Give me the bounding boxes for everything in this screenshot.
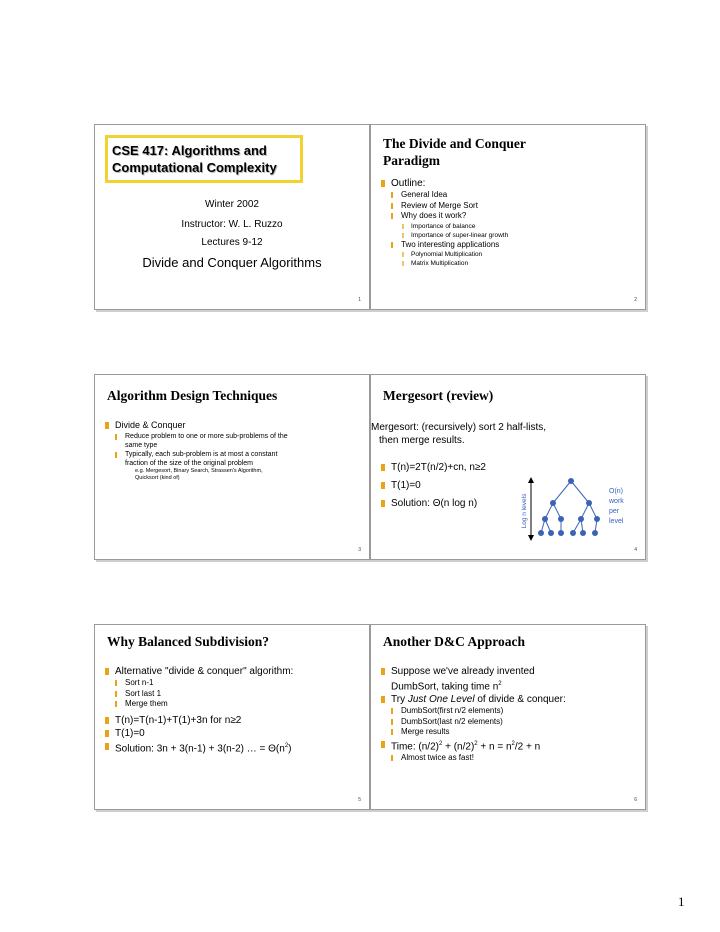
list-item: T(1)=0 [381, 479, 486, 492]
instructor: Instructor: W. L. Ruzzo [181, 219, 283, 230]
list-item [381, 693, 566, 706]
work-label-work: work [609, 498, 624, 505]
description-line2: then merge results. [379, 435, 465, 446]
slide-title-line2: Paradigm [383, 153, 440, 168]
work-label-on: O(n) [609, 488, 623, 495]
slide-number: 3 [358, 547, 361, 553]
technique-list [105, 419, 288, 482]
analysis-list [381, 461, 486, 510]
slide-title: Mergesort (review) [383, 388, 494, 403]
slide-5 [94, 624, 370, 810]
work-label [608, 488, 624, 525]
list-item-continuation: same type [125, 442, 158, 449]
list-item: General Idea [381, 190, 508, 201]
list-item: Review of Merge Sort [381, 201, 508, 212]
try-post: of divide & conquer: [474, 694, 566, 706]
slide-number: 4 [634, 547, 637, 553]
exponent: 2 [511, 740, 515, 747]
approach-list [381, 665, 566, 764]
tree-edges [541, 481, 597, 533]
exponent: 2 [474, 740, 478, 747]
slide-3 [94, 374, 370, 560]
course-title-line2: Computational Complexity [112, 160, 277, 175]
list-item: T(n)=2T(n/2)+cn, n≥2 [381, 461, 486, 474]
exponent: 2 [284, 742, 289, 749]
lectures: Lectures 9-12 [201, 237, 263, 248]
work-label-level: level [609, 518, 624, 525]
page-number: 1 [678, 894, 685, 909]
list-item: Why does it work? [381, 211, 508, 222]
course-title-line1: CSE 417: Algorithms and [112, 143, 267, 158]
solution-close: ) [288, 742, 292, 754]
list-item: T(n)=T(n-1)+T(1)+3n for n≥2 [105, 714, 293, 727]
list-item: Polynomial Multiplication [381, 250, 508, 259]
arrow-up-icon [528, 477, 534, 483]
example-line: e.g. Mergesort, Binary Search, Strassen's Algorithm, [135, 468, 263, 474]
slide-title-line1: The Divide and Conquer [383, 136, 526, 151]
slide-number: 5 [358, 797, 361, 803]
slide-title: Algorithm Design Techniques [107, 388, 278, 403]
course-title-box [105, 135, 303, 183]
slide-4 [370, 374, 646, 560]
slide-number: 6 [634, 797, 637, 803]
outline-list [381, 177, 508, 268]
list-item-continuation: fraction of the size of the original problem [125, 460, 254, 467]
term: Winter 2002 [205, 199, 259, 210]
list-item: DumbSort(first n/2 elements) [381, 706, 566, 717]
try-emphasis: Just One Level [407, 694, 475, 706]
list-item: Almost twice as fast! [381, 753, 566, 764]
list-item: Matrix Multiplication [381, 259, 508, 268]
suppose-text: DumbSort, taking time n [391, 681, 499, 693]
list-item: Typically, each sub-problem is at most a constant [105, 450, 288, 459]
work-label-per: per [609, 508, 620, 515]
list-item: Merge them [105, 699, 293, 710]
description-line1: Mergesort: (recursively) sort 2 half-lists, [371, 422, 547, 433]
slide-1 [94, 124, 370, 310]
balance-list [105, 665, 293, 755]
list-item: Divide & Conquer [105, 419, 288, 432]
mergesort-description [371, 421, 546, 447]
time-b: + (n/2) [442, 741, 475, 753]
list-item [105, 740, 293, 755]
slide-number: 1 [358, 297, 361, 303]
time-a: Time: (n/2) [391, 741, 439, 753]
exponent: 2 [498, 681, 502, 687]
list-item: Merge results [381, 727, 566, 738]
list-item: Sort n-1 [105, 678, 293, 689]
list-item [381, 738, 566, 753]
recursion-tree-diagram [515, 475, 641, 557]
list-item: Sort last 1 [105, 689, 293, 700]
try-pre: Try [391, 694, 408, 706]
slide-subtitle: Divide and Conquer Algorithms [142, 255, 322, 270]
slide-title [383, 135, 526, 169]
list-item: DumbSort(last n/2 elements) [381, 717, 566, 728]
time-d: /2 + n [514, 741, 541, 753]
list-item: Importance of balance [381, 222, 508, 231]
list-item: T(1)=0 [105, 727, 293, 740]
list-item: Importance of super-linear growth [381, 231, 508, 240]
list-item: Two interesting applications [381, 240, 508, 251]
suppose-line2 [391, 678, 566, 693]
example-line: Quicksort (kind of) [135, 475, 180, 481]
arrow-down-icon [528, 535, 534, 541]
slide-number: 2 [634, 297, 637, 303]
exponent: 2 [438, 740, 443, 747]
list-item: Outline: [381, 177, 508, 190]
list-item: Alternative "divide & conquer" algorithm: [105, 665, 293, 678]
list-item: Reduce problem to one or more sub-problems of the [105, 432, 288, 441]
slide-title: Another D&C Approach [383, 634, 526, 649]
suppose-line1: Suppose we've already invented [391, 666, 535, 677]
time-c: + n = n [477, 741, 512, 753]
log-n-levels-label: Log n levels [521, 493, 528, 529]
slide-title: Why Balanced Subdivision? [107, 634, 270, 649]
slide-2 [370, 124, 646, 310]
list-item [381, 665, 566, 693]
list-item: Solution: Θ(n log n) [381, 497, 486, 510]
slide-6 [370, 624, 646, 810]
solution-text: Solution: 3n + 3(n-1) + 3(n-2) … = Θ(n [115, 742, 285, 754]
